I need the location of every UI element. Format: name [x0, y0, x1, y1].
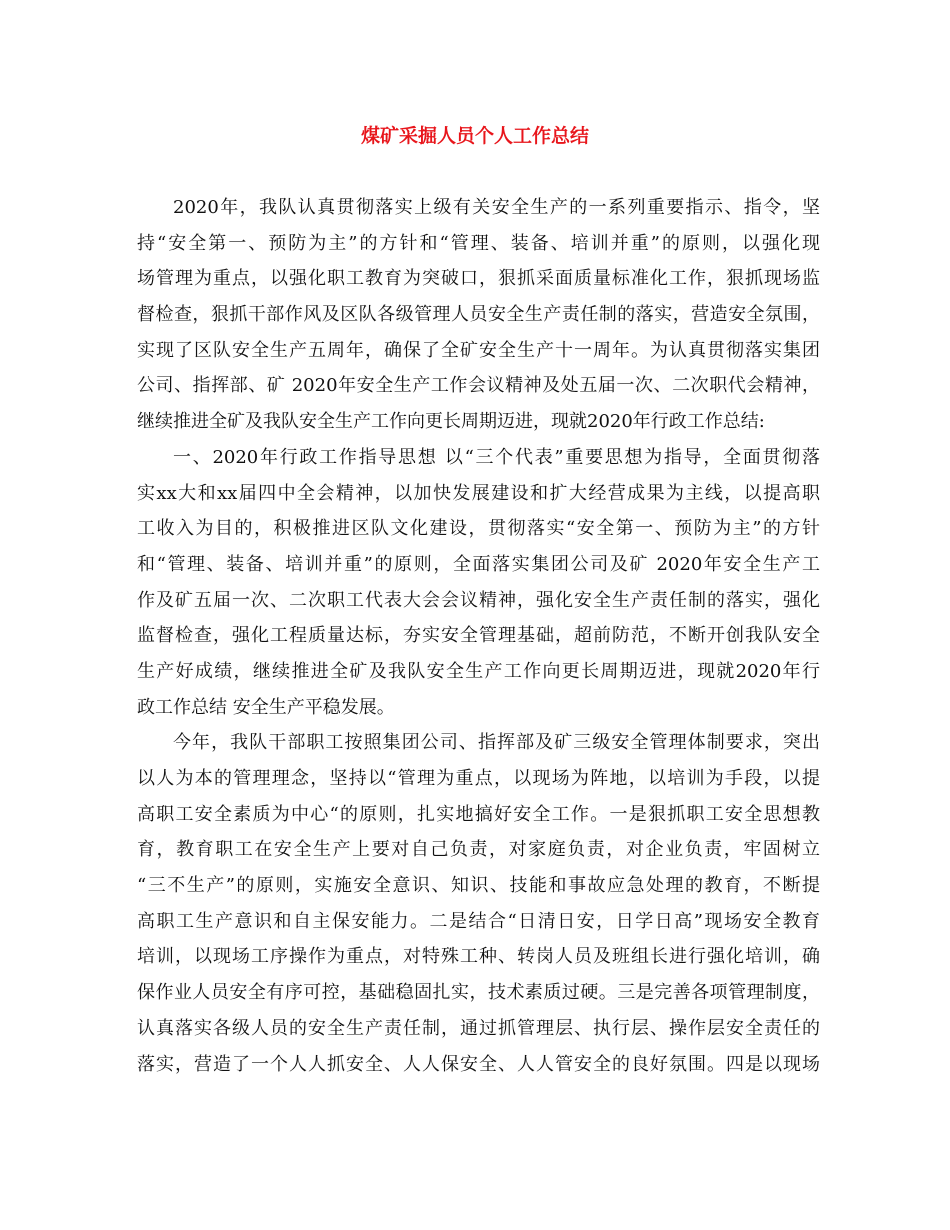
text-line: 持“安全第一、预防为主”的方针和“管理、装备、培训并重”的原则，以强化现: [137, 232, 820, 254]
text-line: 育，教育职工在安全生产上要对自己负责，对家庭负责，对企业负责，牢固树立: [137, 839, 820, 861]
text-line: 今年，我队干部职工按照集团公司、指挥部及矿三级安全管理体制要求，突出: [173, 732, 820, 754]
text-line: 培训，以现场工序操作为重点，对特殊工种、转岗人员及班组长进行强化培训，确: [137, 946, 820, 968]
text-line: 工收入为目的，积极推进区队文化建设，贯彻落实“安全第一、预防为主”的方针: [137, 518, 820, 540]
text-line: 以人为本的管理理念，坚持以“管理为重点，以现场为阵地，以培训为手段，以提: [137, 768, 820, 789]
text-line: 一、2020年行政工作指导思想 以“三个代表”重要思想为指导，全面贯彻落: [173, 446, 820, 468]
text-line: 督检查，狠抓干部作风及区队各级管理人员安全生产责任制的落实，营造安全氛围，: [137, 304, 820, 326]
text-line: 实xx大和xx届四中全会精神，以加快发展建设和扩大经营成果为主线，以提高职: [137, 482, 820, 504]
text-line: 继续推进全矿及我队安全生产工作向更长周期迈进，现就2020年行政工作总结:: [137, 411, 765, 433]
text-line: 保作业人员安全有序可控，基础稳固扎实，技术素质过硬。三是完善各项管理制度，: [137, 982, 820, 1004]
text-line: 生产好成绩，继续推进全矿及我队安全生产工作向更长周期迈进，现就2020年行: [137, 660, 820, 682]
text-line: 场管理为重点，以强化职工教育为突破口，狠抓采面质量标准化工作，狠抓现场监: [137, 268, 820, 290]
text-line: 公司、指挥部、矿 2020年安全生产工作会议精神及处五届一次、二次职代会精神，: [137, 375, 820, 397]
paragraph-intro: [137, 190, 820, 440]
text-line: 高职工安全素质为中心“的原则，扎实地搞好安全工作。一是狠抓职工安全思想教: [137, 803, 820, 825]
text-line: 认真落实各级人员的安全生产责任制，通过抓管理层、执行层、操作层安全责任的: [137, 1017, 820, 1039]
text-line: 作及矿五届一次、二次职工代表大会会议精神，强化安全生产责任制的落实，强化: [137, 589, 820, 611]
paragraph-safety-work: [137, 725, 820, 1082]
text-line: 高职工生产意识和自主保安能力。二是结合“日清日安，日学日高”现场安全教育: [137, 910, 820, 932]
paragraph-guiding-thought: [137, 440, 820, 726]
text-line: 政工作总结 安全生产平稳发展。: [137, 696, 395, 718]
text-line: 2020年，我队认真贯彻落实上级有关安全生产的一系列重要指示、指令，坚: [173, 197, 820, 218]
text-line: “三不生产”的原则，实施安全意识、知识、技能和事故应急处理的教育，不断提: [137, 875, 820, 897]
text-line: 实现了区队安全生产五周年，确保了全矿安全生产十一周年。为认真贯彻落实集团: [137, 339, 820, 361]
document-body: [137, 190, 820, 1082]
document-title: 煤矿采掘人员个人工作总结: [360, 125, 589, 147]
text-line: 和“管理、装备、培训并重”的原则，全面落实集团公司及矿 2020年安全生产工: [137, 553, 820, 575]
text-line: 落实，营造了一个人人抓安全、人人保安全、人人管安全的良好氛围。四是以现场: [137, 1053, 820, 1075]
text-line: 监督检查，强化工程质量达标，夯实安全管理基础，超前防范，不断开创我队安全: [137, 625, 820, 647]
